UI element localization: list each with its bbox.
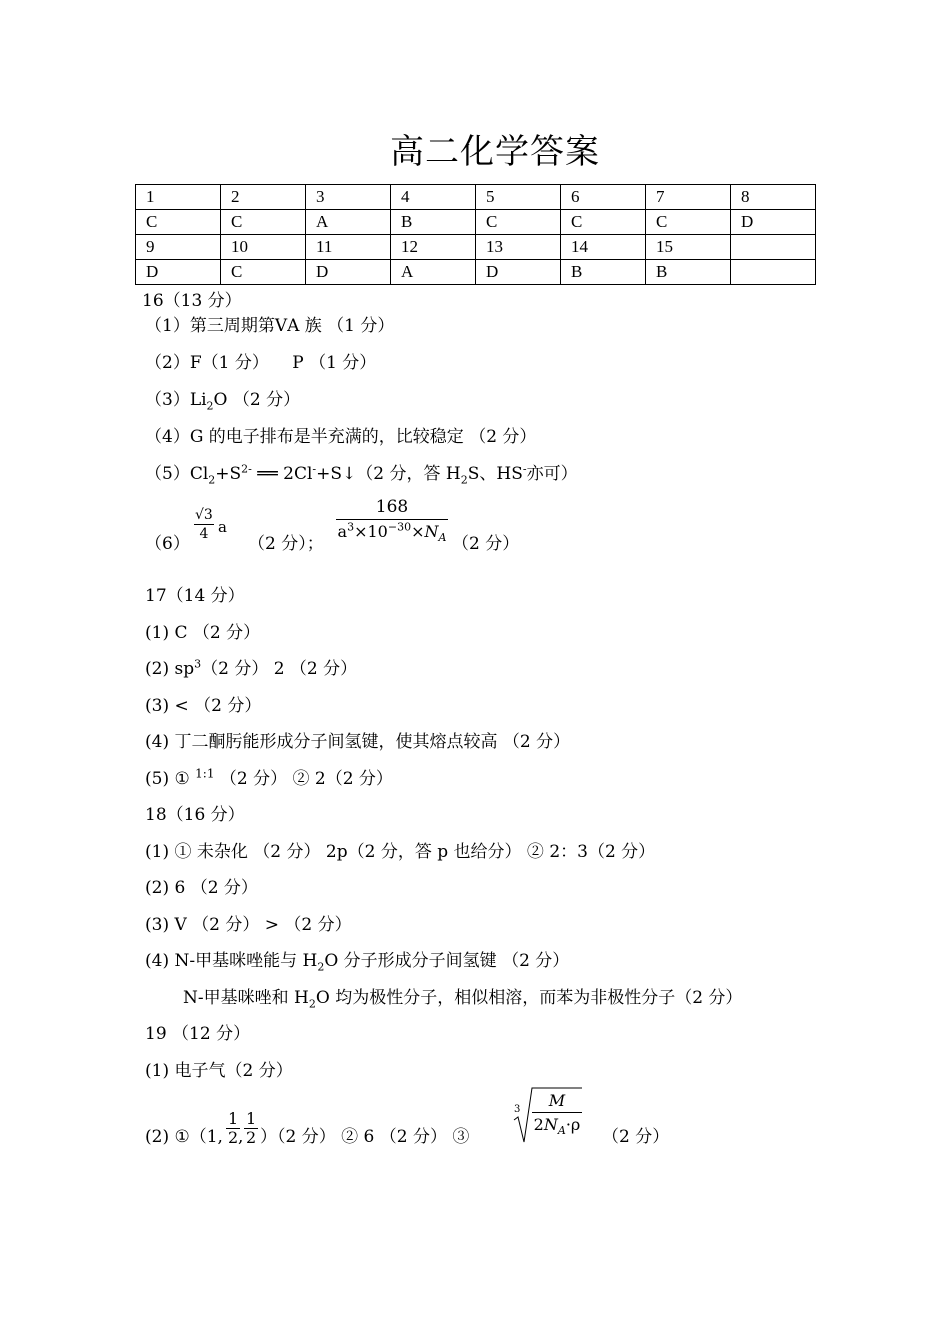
table-cell: B [390, 210, 475, 235]
table-cell: 1 [136, 185, 221, 210]
q19-heading: 19 （12 分） [145, 1024, 251, 1044]
table-cell: B [646, 260, 731, 285]
q16-answer-5: $(5)Cl_2+S^{2-}$ ══ 2Cl-+S↓（2 分，答 $H_2S$、HS-亦可） [145, 462, 578, 487]
table-cell: 6 [560, 185, 645, 210]
q16-answer-1: （1）第三周期第ⅤA 族 （1 分） [145, 316, 395, 336]
table-cell: C [560, 210, 645, 235]
table-cell: C [475, 210, 560, 235]
table-cell: 7 [646, 185, 731, 210]
q17-heading: 17（14 分） [145, 586, 245, 606]
answer-table [135, 184, 816, 285]
q18-heading: 18（16 分） [145, 805, 245, 825]
table-cell [731, 235, 816, 260]
q17-answer-3: (3) < （2 分） [145, 696, 262, 716]
q19-answer-2-middle: ）（2 分） ② 6 （2 分） ③ [260, 1127, 470, 1147]
q17-answer-1: (1) C （2 分） [145, 623, 261, 643]
q18-answer-3: (3) V （2 分） > （2 分） [145, 915, 352, 935]
table-cell: D [731, 210, 816, 235]
table-cell: 10 [220, 235, 305, 260]
table-cell: 3 [305, 185, 390, 210]
q17-answer-4: (4) 丁二酮肟能形成分子间氢键，使其熔点较高 （2 分） [145, 732, 571, 752]
table-cell: A [305, 210, 390, 235]
q16-heading: 16（13 分） [142, 291, 242, 311]
q16-answer-6-label: （6） [145, 534, 190, 554]
q16-score-6a: （2 分）； [248, 534, 324, 554]
q18-answer-2: (2) 6 （2 分） [145, 878, 258, 898]
table-cell: C [220, 260, 305, 285]
q17-answer-2: (2) $sp^3(2$ 分） 2 （2 分） [145, 657, 358, 679]
q17-answer-5: (5) ① $^{1:1}$ （2 分） ② 2（2 分） [145, 766, 393, 789]
q18-answer-4-explanation: N-甲基咪唑和 $H_2O$ 均为极性分子，相似相溶，而苯为非极性分子（2 分） [183, 988, 743, 1011]
fraction-one-half: $\frac{1}{2}$ [246, 1109, 257, 1147]
table-cell: 14 [560, 235, 645, 260]
table-row [136, 235, 816, 260]
table-cell: 9 [136, 235, 221, 260]
table-cell: D [475, 260, 560, 285]
sqrt3-over-4-fraction: $\frac{√3}{4}$ [195, 507, 213, 542]
table-cell: D [136, 260, 221, 285]
q16-var-a: a [218, 518, 227, 536]
table-cell: 2 [220, 185, 305, 210]
table-cell: C [220, 210, 305, 235]
q16-answer-2: （2）F（1 分） P （1 分） [145, 353, 377, 373]
fraction-one-half: $\frac{1}{2}$ [228, 1109, 239, 1147]
table-cell: C [646, 210, 731, 235]
table-row [136, 260, 816, 285]
q16-score-6b: （2 分） [452, 534, 520, 554]
page-title: 高二化学答案 [390, 132, 600, 172]
table-cell [731, 260, 816, 285]
table-cell: 4 [390, 185, 475, 210]
table-cell: B [560, 260, 645, 285]
table-cell: 13 [475, 235, 560, 260]
q18-answer-1: (1) ① 未杂化 （2 分） 2p（2 分，答 p 也给分） ② 2：3（2 分） [145, 842, 656, 862]
table-cell: 5 [475, 185, 560, 210]
table-cell: 11 [305, 235, 390, 260]
q16-answer-3: $(3)Li_2O$ （2 分） [145, 390, 301, 413]
table-cell: 15 [646, 235, 731, 260]
table-row [136, 210, 816, 235]
table-cell: A [390, 260, 475, 285]
q19-answer-1: (1) 电子气（2 分） [145, 1061, 293, 1081]
q16-answer-4: （4）G 的电子排布是半充满的，比较稳定 （2 分） [145, 427, 537, 447]
table-cell: C [136, 210, 221, 235]
q19-answer-2-score: （2 分） [602, 1127, 670, 1147]
table-row [136, 185, 816, 210]
table-cell: 12 [390, 235, 475, 260]
density-formula: 168 $a^3\times 10^{-30}\times N_A$ [337, 497, 447, 545]
q18-answer-4: (4) N-甲基咪唑能与 $H_2O$ 分子形成分子间氢键 （2 分） [145, 951, 570, 974]
comma: , [238, 1127, 244, 1147]
table-cell: 8 [731, 185, 816, 210]
q19-answer-2-start: (2) ①（1, [145, 1127, 223, 1147]
table-cell: D [305, 260, 390, 285]
cube-root-formula: 3 M $2N_A\cdot\rho$ [512, 1084, 584, 1150]
